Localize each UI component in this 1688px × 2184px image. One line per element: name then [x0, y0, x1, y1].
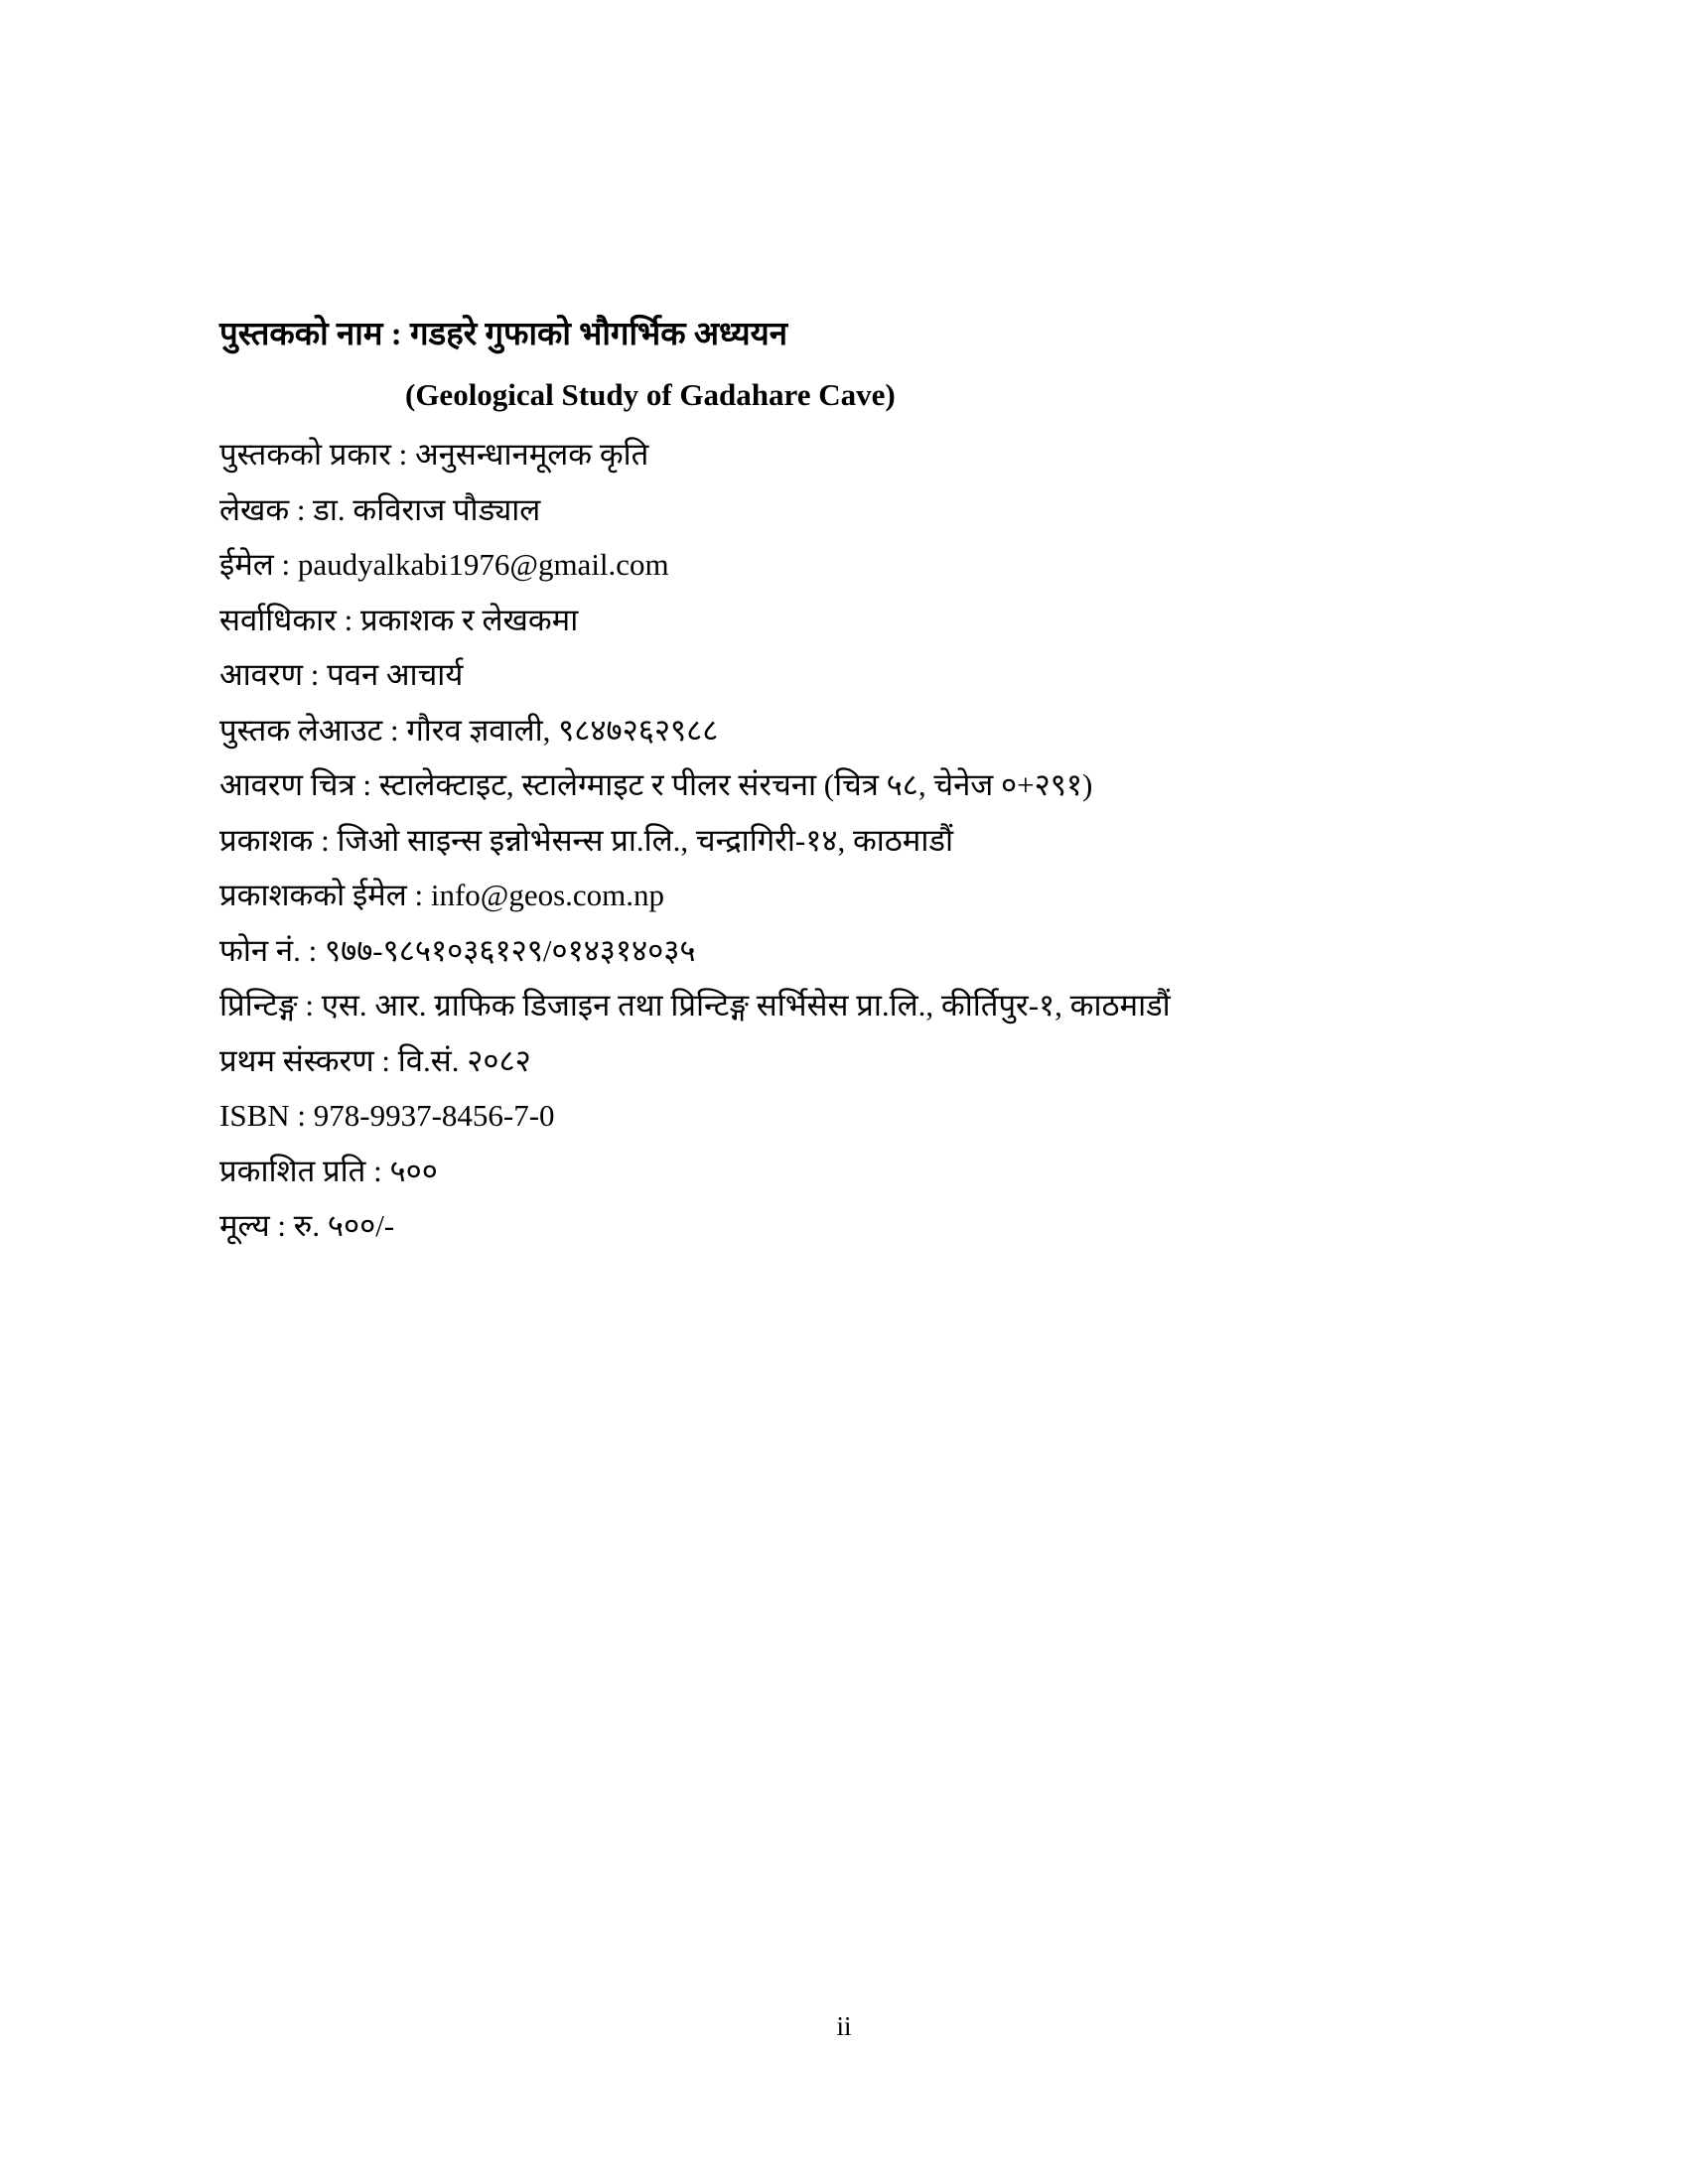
page-number: ii	[836, 2011, 852, 2041]
book-subtitle-english: (Geological Study of Gadahare Cave)	[405, 377, 896, 412]
printing-entry: प्रिन्टिङ्ग : एस. आर. ग्राफिक डिजाइन तथा प्रिन्टिङ्ग सर्भिसेस प्रा.लि., कीर्तिपुर-१, काठमाडौं	[219, 988, 1171, 1023]
first-edition-entry: प्रथम संस्करण : वि.सं. २०८२	[219, 1042, 531, 1078]
cover-design-entry: आवरण : पवन आचार्य	[219, 657, 464, 692]
copyright-entry: सर्वाधिकार : प्रकाशक र लेखकमा	[219, 602, 579, 637]
imprint-details-list	[219, 427, 1171, 1254]
book-layout-entry: पुस्तक लेआउट : गौरव ज्ञवाली, ९८४७२६२९८८	[219, 712, 719, 748]
author-entry: लेखक : डा. कविराज पौड्याल	[219, 491, 541, 527]
price-entry: मूल्य : रु. ५००/-	[219, 1208, 395, 1243]
copies-printed-entry: प्रकाशित प्रति : ५००	[219, 1153, 438, 1188]
phone-entry: फोन नं. : ९७७-९८५१०३६१२९/०१४३१४०३५	[219, 932, 696, 968]
cover-image-entry: आवरण चित्र : स्टालेक्टाइट, स्टालेग्माइट र पीलर संरचना (चित्र ५८, चेनेज ०+२९१)	[219, 767, 1093, 802]
isbn-entry: ISBN : 978-9937-8456-7-0	[219, 1098, 555, 1133]
book-title: पुस्तकको नाम : गडहरे गुफाको भौगर्भिक अध्ययन	[219, 317, 788, 352]
author-email-entry: ईमेल : paudyalkabi1976@gmail.com	[219, 547, 669, 582]
publisher-email-entry: प्रकाशकको ईमेल : info@geos.com.np	[219, 878, 665, 912]
book-type-entry: पुस्तकको प्रकार : अनुसन्धानमूलक कृति	[219, 437, 649, 472]
publisher-entry: प्रकाशक : जिओ साइन्स इन्नोभेसन्स प्रा.लि., चन्द्रागिरी-१४, काठमाडौं	[219, 822, 953, 858]
